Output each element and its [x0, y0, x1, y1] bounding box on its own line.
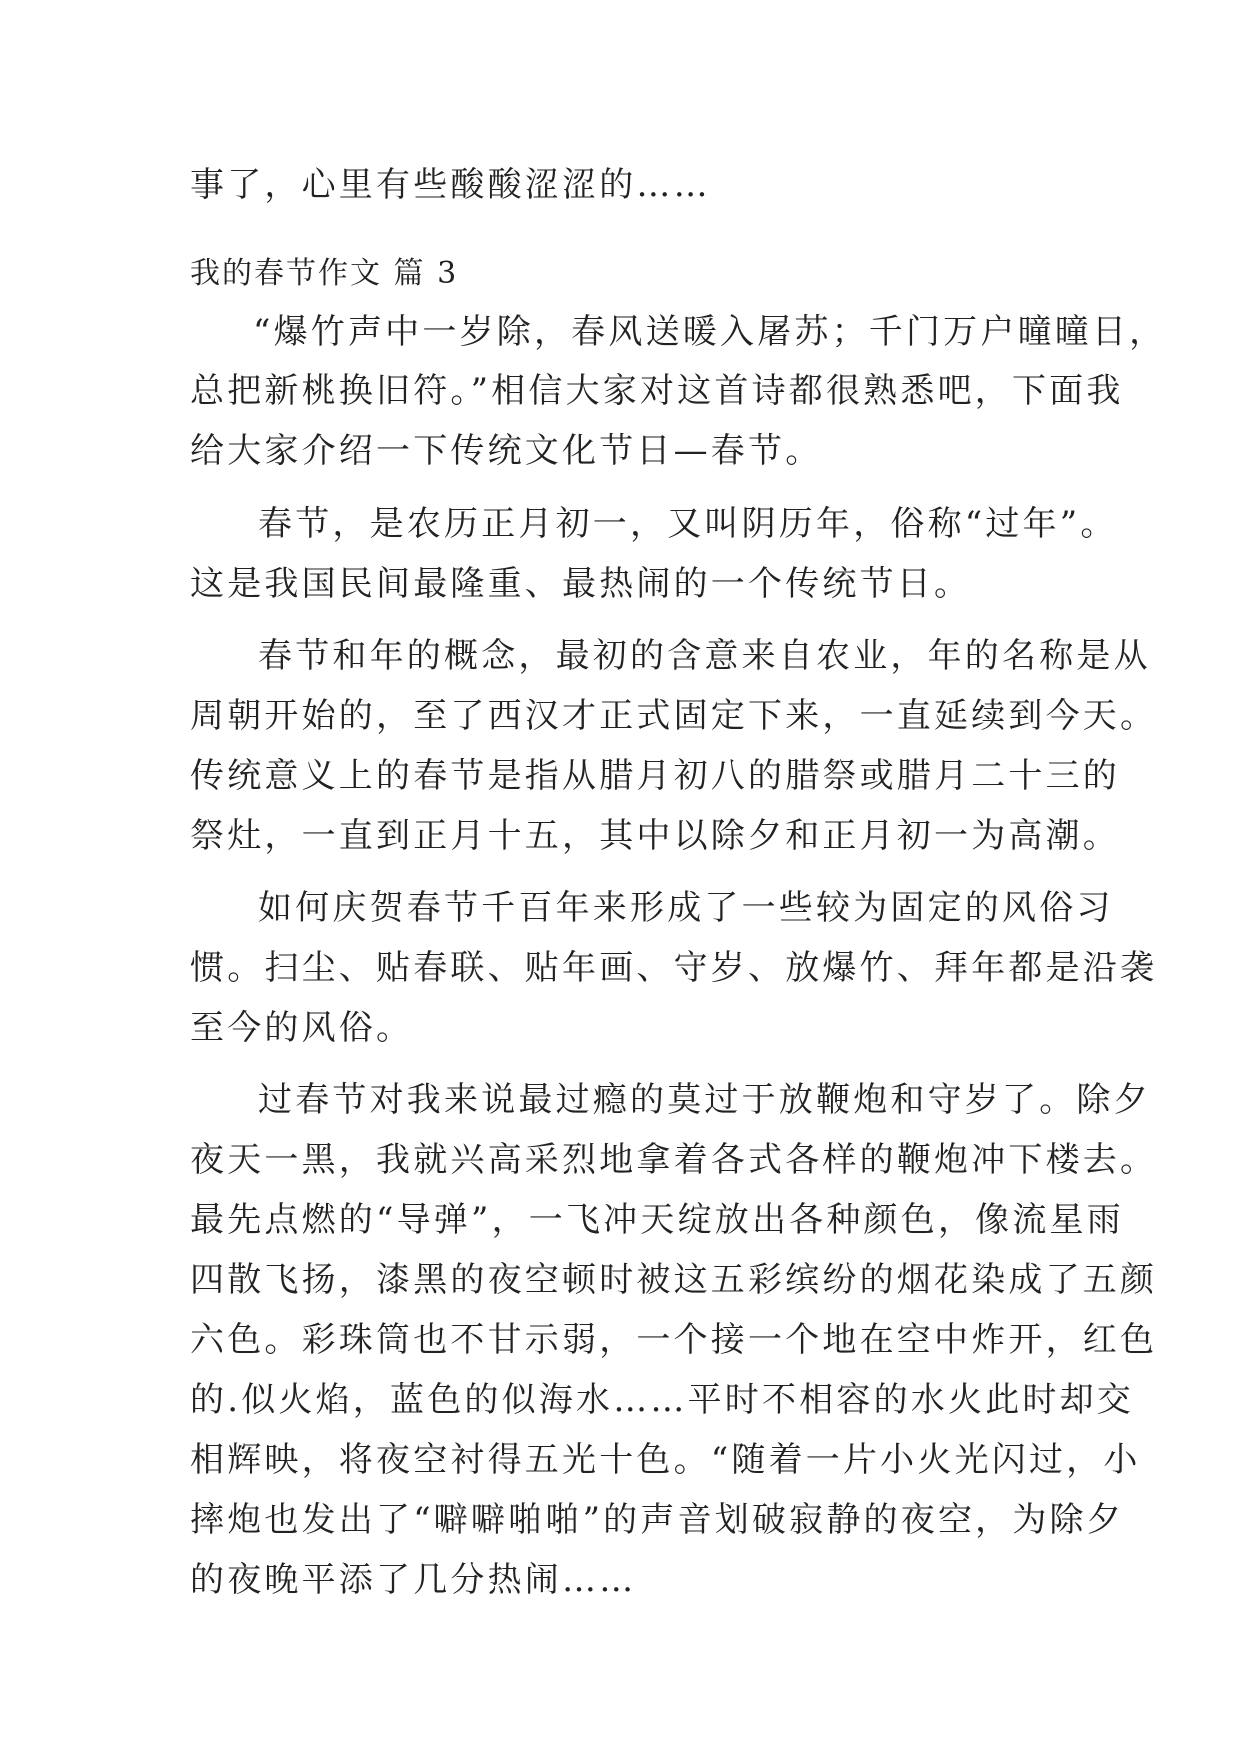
text-line: 至今的风俗。: [190, 1008, 414, 1048]
text-line: 如何庆贺春节千百年来形成了一些较为固定的风俗习: [258, 888, 1114, 928]
text-line: 周朝开始的，至了西汉才正式固定下来，一直延续到今天。: [190, 696, 1158, 736]
text-line: 这是我国民间最隆重、最热闹的一个传统节日。: [190, 564, 972, 604]
text-line: 春节，是农历正月初一，又叫阴历年，俗称“过年”。: [258, 504, 1118, 544]
text-line: 四散飞扬，漆黑的夜空顿时被这五彩缤纷的烟花染成了五颜: [190, 1260, 1158, 1300]
text-line: 事了，心里有些酸酸涩涩的……: [190, 165, 711, 205]
text-line: 相辉映，将夜空衬得五光十色。“随着一片小火光闪过，小: [190, 1440, 1141, 1480]
text-line: 祭灶，一直到正月十五，其中以除夕和正月初一为高潮。: [190, 816, 1120, 856]
text-line: 摔炮也发出了“噼噼啪啪”的声音划破寂静的夜空，为除夕: [190, 1500, 1124, 1540]
text-line: 传统意义上的春节是指从腊月初八的腊祭或腊月二十三的: [190, 756, 1120, 796]
text-line: 给大家介绍一下传统文化节日—春节。: [190, 431, 823, 471]
text-line: 春节和年的概念，最初的含意来自农业，年的名称是从: [258, 636, 1151, 676]
text-line: 过春节对我来说最过瘾的莫过于放鞭炮和守岁了。除夕: [258, 1080, 1151, 1120]
text-line: 惯。扫尘、贴春联、贴年画、守岁、放爆竹、拜年都是沿袭: [190, 948, 1158, 988]
text-line: 夜天一黑，我就兴高采烈地拿着各式各样的鞭炮冲下楼去。: [190, 1140, 1158, 1180]
text-line: 六色。彩珠筒也不甘示弱，一个接一个地在空中炸开，红色: [190, 1320, 1158, 1360]
text-line: 的夜晚平添了几分热闹……: [190, 1560, 637, 1600]
text-line: 总把新桃换旧符。”相信大家对这首诗都很熟悉吧，下面我: [190, 371, 1124, 411]
text-line: 最先点燃的“导弹”，一飞冲天绽放出各种颜色，像流星雨: [190, 1200, 1124, 1240]
text-line: “爆竹声中一岁除，春风送暖入屠苏；千门万户曈曈日，: [253, 312, 1167, 352]
section-heading: 我的春节作文 篇 3: [190, 256, 459, 291]
text-line: 的.似火焰，蓝色的似海水……平时不相容的水火此时却交: [190, 1380, 1135, 1420]
